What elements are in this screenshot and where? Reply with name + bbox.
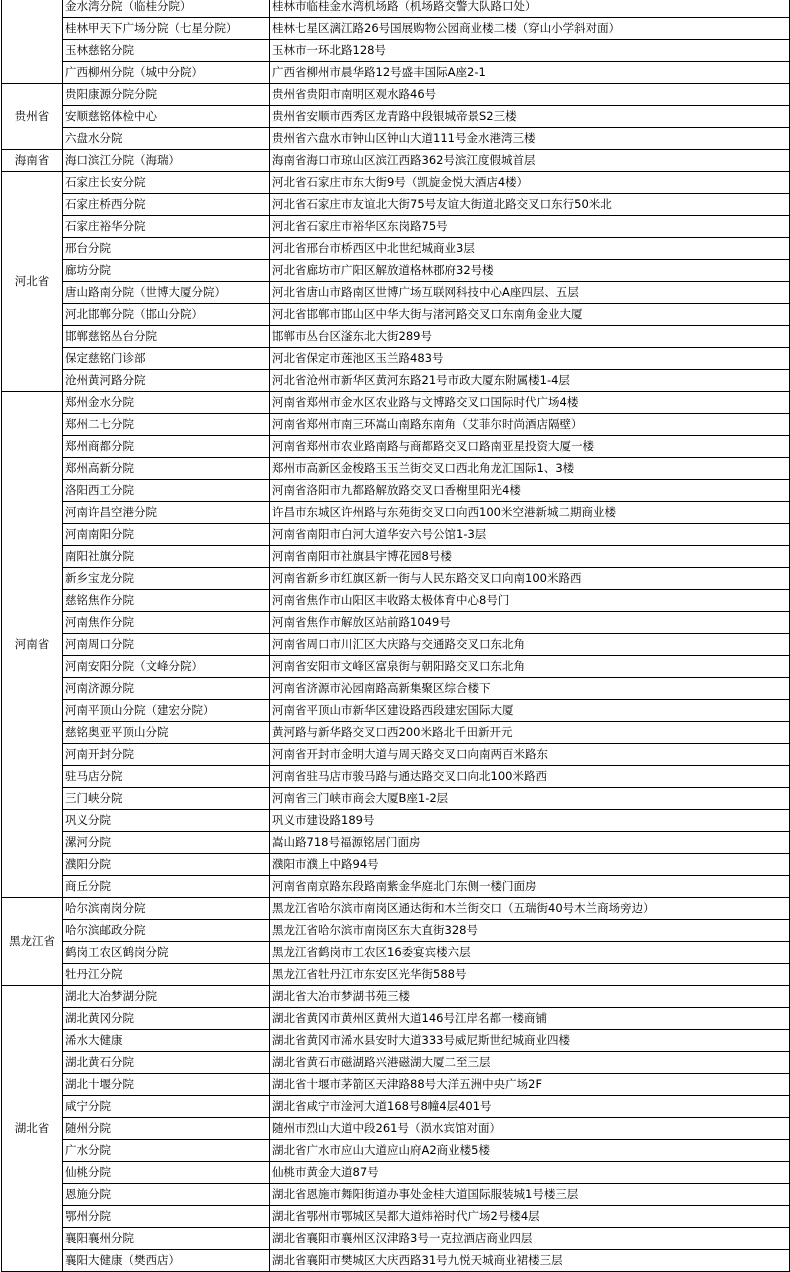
address-cell: 玉林市一环北路128号	[270, 40, 790, 62]
table-row	[2, 700, 790, 722]
address-cell: 仙桃市黄金大道87号	[270, 1162, 790, 1184]
table-row	[2, 788, 790, 810]
branch-name-cell: 湖北大冶梦湖分院	[63, 986, 270, 1008]
address-cell: 湖北省黄冈市浠水县安时大道333号威尼斯世纪城商业四楼	[270, 1030, 790, 1052]
table-row	[2, 172, 790, 194]
table-row	[2, 656, 790, 678]
address-cell: 桂林市临桂金水湾机场路（机场路交警大队路口处）	[270, 0, 790, 18]
table-row	[2, 722, 790, 744]
table-row	[2, 590, 790, 612]
branch-name-cell: 商丘分院	[63, 876, 270, 898]
address-cell: 河北省石家庄市裕华区东岗路75号	[270, 216, 790, 238]
branch-name-cell: 邯郸慈铭丛台分院	[63, 326, 270, 348]
branch-name-cell: 湖北黄冈分院	[63, 1008, 270, 1030]
branch-name-cell: 郑州商都分院	[63, 436, 270, 458]
branch-name-cell: 咸宁分院	[63, 1096, 270, 1118]
branch-name-cell: 邢台分院	[63, 238, 270, 260]
table-row	[2, 304, 790, 326]
branch-name-cell: 三门峡分院	[63, 788, 270, 810]
address-cell: 广西省柳州市晨华路12号盛丰国际A座2-1	[270, 62, 790, 84]
address-cell: 河北省沧州市新华区黄河东路21号市政大厦东附属楼1-4层	[270, 370, 790, 392]
branch-name-cell: 湖北黄石分院	[63, 1052, 270, 1074]
address-cell: 河北省廊坊市广阳区解放道格林郡府32号楼	[270, 260, 790, 282]
table-row	[2, 1074, 790, 1096]
branch-name-cell: 河南周口分院	[63, 634, 270, 656]
table-row	[2, 546, 790, 568]
table-row	[2, 1162, 790, 1184]
address-cell: 河南省新乡市红旗区新一街与人民东路交叉口向南100米路西	[270, 568, 790, 590]
table-row	[2, 106, 790, 128]
branch-name-cell: 驻马店分院	[63, 766, 270, 788]
address-cell: 河北省石家庄市友谊北大街75号友谊大街道北路交叉口东行50米北	[270, 194, 790, 216]
table-row	[2, 986, 790, 1008]
branch-name-cell: 郑州二七分院	[63, 414, 270, 436]
branch-name-cell: 贵阳康源分院分院	[63, 84, 270, 106]
table-row	[2, 898, 790, 920]
table-row	[2, 1140, 790, 1162]
table-row	[2, 150, 790, 172]
table-row	[2, 766, 790, 788]
branch-name-cell: 河南南阳分院	[63, 524, 270, 546]
table-row	[2, 612, 790, 634]
address-cell: 河南省三门峡市商会大厦B座1-2层	[270, 788, 790, 810]
table-row	[2, 392, 790, 414]
address-cell: 许昌市东城区许州路与东苑街交叉口向西100米空港新城二期商业楼	[270, 502, 790, 524]
branch-address-table	[1, 0, 790, 1272]
address-cell: 河南省洛阳市九都路解放路交叉口香榭里阳光4楼	[270, 480, 790, 502]
table-row	[2, 810, 790, 832]
branch-name-cell: 濮阳分院	[63, 854, 270, 876]
branch-name-cell: 襄阳襄州分院	[63, 1228, 270, 1250]
table-row	[2, 480, 790, 502]
branch-name-cell: 河北邯郸分院（邯山分院）	[63, 304, 270, 326]
address-cell: 湖北省鄂州市鄂城区吴都大道炜裕时代广场2号楼4层	[270, 1206, 790, 1228]
address-cell: 河南省郑州市金水区农业路与文博路交叉口国际时代广场4楼	[270, 392, 790, 414]
address-cell: 海南省海口市琼山区滨江西路362号滨江度假城首层	[270, 150, 790, 172]
province-cell: 河北省	[2, 172, 63, 392]
address-cell: 河南省南阳市白河大道华安六号公馆1-3层	[270, 524, 790, 546]
branch-name-cell: 沧州黄河路分院	[63, 370, 270, 392]
branch-name-cell: 石家庄长安分院	[63, 172, 270, 194]
branch-name-cell: 郑州金水分院	[63, 392, 270, 414]
address-cell: 濮阳市濮上中路94号	[270, 854, 790, 876]
address-cell: 贵州省贵阳市南明区观水路46号	[270, 84, 790, 106]
address-cell: 郑州市高新区金梭路玉玉兰街交叉口西北角龙汇国际1、3楼	[270, 458, 790, 480]
address-cell: 河北省唐山市路南区世博广场互联网科技中心A座四层、五层	[270, 282, 790, 304]
table-row	[2, 216, 790, 238]
branch-name-cell: 河南济源分院	[63, 678, 270, 700]
province-cell: 贵州省	[2, 84, 63, 150]
table-row	[2, 128, 790, 150]
table-row	[2, 414, 790, 436]
address-cell: 随州市烈山大道中段261号（涢水宾馆对面）	[270, 1118, 790, 1140]
branch-name-cell: 随州分院	[63, 1118, 270, 1140]
address-cell: 湖北省黄冈市黄州区黄州大道146号江岸名都一楼商铺	[270, 1008, 790, 1030]
table-row	[2, 458, 790, 480]
table-row	[2, 0, 790, 18]
branch-name-cell: 廊坊分院	[63, 260, 270, 282]
province-cell: 海南省	[2, 150, 63, 172]
table-row	[2, 1228, 790, 1250]
province-cell	[2, 0, 63, 84]
table-row	[2, 326, 790, 348]
address-cell: 河南省开封市金明大道与周天路交叉口向南两百米路东	[270, 744, 790, 766]
address-cell: 湖北省咸宁市淦河大道168号8幢4层401号	[270, 1096, 790, 1118]
branch-name-cell: 恩施分院	[63, 1184, 270, 1206]
table-row	[2, 1096, 790, 1118]
table-row	[2, 744, 790, 766]
table-row	[2, 502, 790, 524]
branch-name-cell: 牡丹江分院	[63, 964, 270, 986]
branch-name-cell: 玉林慈铭分院	[63, 40, 270, 62]
table-row	[2, 84, 790, 106]
branch-name-cell: 漯河分院	[63, 832, 270, 854]
table-row	[2, 260, 790, 282]
branch-name-cell: 浠水大健康	[63, 1030, 270, 1052]
table-row	[2, 1184, 790, 1206]
address-cell: 河南省安阳市文峰区富泉街与朝阳路交叉口东北角	[270, 656, 790, 678]
table-row	[2, 854, 790, 876]
branch-name-cell: 唐山路南分院（世博大厦分院）	[63, 282, 270, 304]
table-row	[2, 1030, 790, 1052]
table-row	[2, 1052, 790, 1074]
table-row	[2, 964, 790, 986]
address-cell: 河南省平顶山市新华区建设路西段建宏国际大厦	[270, 700, 790, 722]
address-cell: 河北省邢台市桥西区中北世纪城商业3层	[270, 238, 790, 260]
branch-name-cell: 石家庄裕华分院	[63, 216, 270, 238]
table-row	[2, 832, 790, 854]
address-cell: 河南省郑州市农业路南路与商都路交叉口路南亚星投资大厦一楼	[270, 436, 790, 458]
table-row	[2, 194, 790, 216]
table-row	[2, 1206, 790, 1228]
address-cell: 邯郸市丛台区滏东北大街289号	[270, 326, 790, 348]
branch-name-cell: 广西柳州分院（城中分院）	[63, 62, 270, 84]
table-row	[2, 1008, 790, 1030]
table-row	[2, 238, 790, 260]
address-cell: 桂林七星区漓江路26号国展购物公园商业楼二楼（穿山小学斜对面）	[270, 18, 790, 40]
branch-name-cell: 巩义分院	[63, 810, 270, 832]
table-row	[2, 1250, 790, 1272]
branch-name-cell: 石家庄桥西分院	[63, 194, 270, 216]
branch-name-cell: 广水分院	[63, 1140, 270, 1162]
address-cell: 河北省保定市莲池区玉兰路483号	[270, 348, 790, 370]
table-row	[2, 40, 790, 62]
branch-name-cell: 金水湾分院（临桂分院）	[63, 0, 270, 18]
address-cell: 湖北省襄阳市襄州区汉津路3号一克拉酒店商业四层	[270, 1228, 790, 1250]
address-cell: 河南省南阳市社旗县宇博花园8号楼	[270, 546, 790, 568]
address-cell: 嵩山路718号福源铭居门面房	[270, 832, 790, 854]
table-row	[2, 18, 790, 40]
address-cell: 黑龙江省牡丹江市东安区光华街588号	[270, 964, 790, 986]
address-cell: 巩义市建设路189号	[270, 810, 790, 832]
table-row	[2, 634, 790, 656]
table-row	[2, 942, 790, 964]
table-row	[2, 1118, 790, 1140]
address-cell: 河北省石家庄市东大街9号（凯旋金悦大酒店4楼）	[270, 172, 790, 194]
province-cell: 黑龙江省	[2, 898, 63, 986]
address-cell: 河北省邯郸市邯山区中华大街与渚河路交叉口东南角金业大厦	[270, 304, 790, 326]
table-row	[2, 348, 790, 370]
branch-name-cell: 郑州高新分院	[63, 458, 270, 480]
table-row	[2, 436, 790, 458]
branch-name-cell: 河南开封分院	[63, 744, 270, 766]
address-cell: 河南省焦作市山阳区丰收路太极体育中心8号门	[270, 590, 790, 612]
table-row	[2, 524, 790, 546]
branch-name-cell: 安顺慈铭体检中心	[63, 106, 270, 128]
branch-name-cell: 哈尔滨邮政分院	[63, 920, 270, 942]
branch-name-cell: 哈尔滨南岗分院	[63, 898, 270, 920]
branch-name-cell: 河南平顶山分院（建宏分院）	[63, 700, 270, 722]
table-body	[2, 0, 790, 1272]
branch-name-cell: 鄂州分院	[63, 1206, 270, 1228]
table-row	[2, 370, 790, 392]
branch-name-cell: 河南许昌空港分院	[63, 502, 270, 524]
branch-name-cell: 洛阳西工分院	[63, 480, 270, 502]
table-row	[2, 920, 790, 942]
address-cell: 贵州省安顺市西秀区龙青路中段银城帝景S2三楼	[270, 106, 790, 128]
address-cell: 湖北省襄阳市樊城区大庆西路31号九悦天城商业裙楼三层	[270, 1250, 790, 1272]
table-row	[2, 568, 790, 590]
branch-name-cell: 河南安阳分院（文峰分院）	[63, 656, 270, 678]
address-cell: 河南省周口市川汇区大庆路与交通路交叉口东北角	[270, 634, 790, 656]
branch-name-cell: 仙桃分院	[63, 1162, 270, 1184]
branch-name-cell: 海口滨江分院（海瑞）	[63, 150, 270, 172]
address-cell: 黑龙江省鹤岗市工农区16委宴宾楼六层	[270, 942, 790, 964]
branch-name-cell: 慈铭奥亚平顶山分院	[63, 722, 270, 744]
branch-name-cell: 六盘水分院	[63, 128, 270, 150]
address-cell: 贵州省六盘水市钟山区钟山大道111号金水港湾三楼	[270, 128, 790, 150]
address-cell: 黄河路与新华路交叉口西200米路北千田新开元	[270, 722, 790, 744]
branch-name-cell: 鹤岗工农区鹤岗分院	[63, 942, 270, 964]
address-cell: 河南省济源市沁园南路高新集聚区综合楼下	[270, 678, 790, 700]
branch-name-cell: 湖北十堰分院	[63, 1074, 270, 1096]
address-cell: 湖北省广水市应山大道应山府A2商业楼5楼	[270, 1140, 790, 1162]
address-cell: 湖北省大冶市梦湖书苑三楼	[270, 986, 790, 1008]
province-cell: 河南省	[2, 392, 63, 898]
branch-name-cell: 南阳社旗分院	[63, 546, 270, 568]
branch-name-cell: 慈铭焦作分院	[63, 590, 270, 612]
branch-name-cell: 桂林甲天下广场分院（七星分院）	[63, 18, 270, 40]
branch-name-cell: 河南焦作分院	[63, 612, 270, 634]
table-row	[2, 282, 790, 304]
address-cell: 河南省南京路东段路南紫金华庭北门东侧一楼门面房	[270, 876, 790, 898]
address-cell: 河南省驻马店市骏马路与通达路交叉口向北100米路西	[270, 766, 790, 788]
branch-name-cell: 保定慈铭门诊部	[63, 348, 270, 370]
province-cell: 湖北省	[2, 986, 63, 1272]
address-cell: 湖北省十堰市茅箭区天津路88号大洋五洲中央广场2F	[270, 1074, 790, 1096]
address-cell: 黑龙江省哈尔滨市南岗区东大直街328号	[270, 920, 790, 942]
table-row	[2, 876, 790, 898]
address-cell: 湖北省黄石市磁湖路兴港磁湖大厦二至三层	[270, 1052, 790, 1074]
table-row	[2, 678, 790, 700]
address-cell: 湖北省恩施市舞阳街道办事处金桂大道国际服装城1号楼三层	[270, 1184, 790, 1206]
address-cell: 河南省郑州市南三环嵩山南路东南角（艾菲尔时尚酒店隔壁）	[270, 414, 790, 436]
address-cell: 河南省焦作市解放区站前路1049号	[270, 612, 790, 634]
table-row	[2, 62, 790, 84]
branch-name-cell: 襄阳大健康（樊西店）	[63, 1250, 270, 1272]
address-cell: 黑龙江省哈尔滨市南岗区通达街和木兰街交口（五瑞街40号木兰商场旁边）	[270, 898, 790, 920]
branch-name-cell: 新乡宝龙分院	[63, 568, 270, 590]
